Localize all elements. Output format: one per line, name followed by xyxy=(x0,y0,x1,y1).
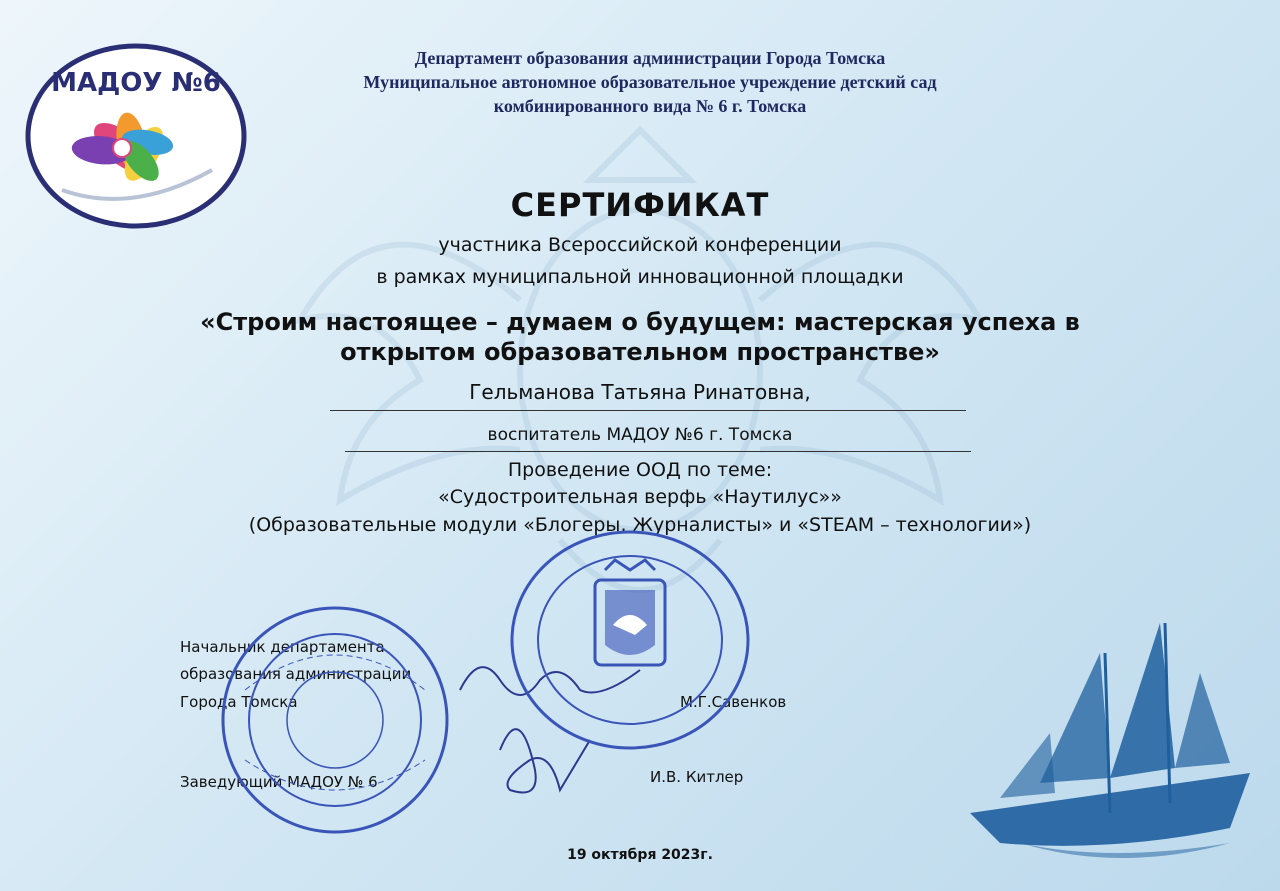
issue-date: 19 октября 2023г. xyxy=(567,847,713,863)
topic-line-1: Проведение ООД по теме: xyxy=(507,459,773,481)
recipient-position: воспитатель МАДОУ №6 г. Томска xyxy=(487,425,793,445)
recipient-underline xyxy=(330,410,966,411)
city-administration-stamp xyxy=(505,525,755,755)
header-department: Департамент образования администрации Города Томска xyxy=(414,48,886,68)
director-title: Заведующий МАДОУ № 6 xyxy=(180,773,378,791)
topic-line-3: (Образовательные модули «Блогеры, Журналисты» и «STEAM – технологии») xyxy=(248,514,1032,536)
header-institution: Муниципальное автономное образовательное учреждение детский сад xyxy=(363,72,937,92)
head-name: М.Г.Савенков xyxy=(680,693,787,711)
department-stamp xyxy=(215,600,455,840)
certificate-title: СЕРТИФИКАТ xyxy=(510,186,770,224)
recipient-name: Гельманова Татьяна Ринатовна, xyxy=(469,380,811,404)
logo-label: МАДОУ №6 xyxy=(51,68,221,98)
head-title-line-3: Города Томска xyxy=(180,693,298,711)
sailing-ship-icon xyxy=(960,613,1260,873)
institution-header xyxy=(300,46,1000,118)
director-name: И.В. Китлер xyxy=(650,768,744,786)
header-institution-type: комбинированного вида № 6 г. Томска xyxy=(493,96,807,116)
certificate-subtitle-1: участника Всероссийской конференции xyxy=(438,234,842,256)
certificate-subtitle-2: в рамках муниципальной инновационной площадки xyxy=(376,266,904,288)
head-title-line-2: образования администрации xyxy=(180,665,412,683)
project-title-line-1: «Строим настоящее – думаем о будущем: мастерская успеха в xyxy=(200,308,1080,336)
head-title-line-1: Начальник департамента xyxy=(180,638,385,656)
position-underline xyxy=(345,451,971,452)
project-title-line-2: открытом образовательном пространстве» xyxy=(340,338,940,366)
topic-line-2: «Судостроительная верфь «Наутилус»» xyxy=(438,486,842,508)
